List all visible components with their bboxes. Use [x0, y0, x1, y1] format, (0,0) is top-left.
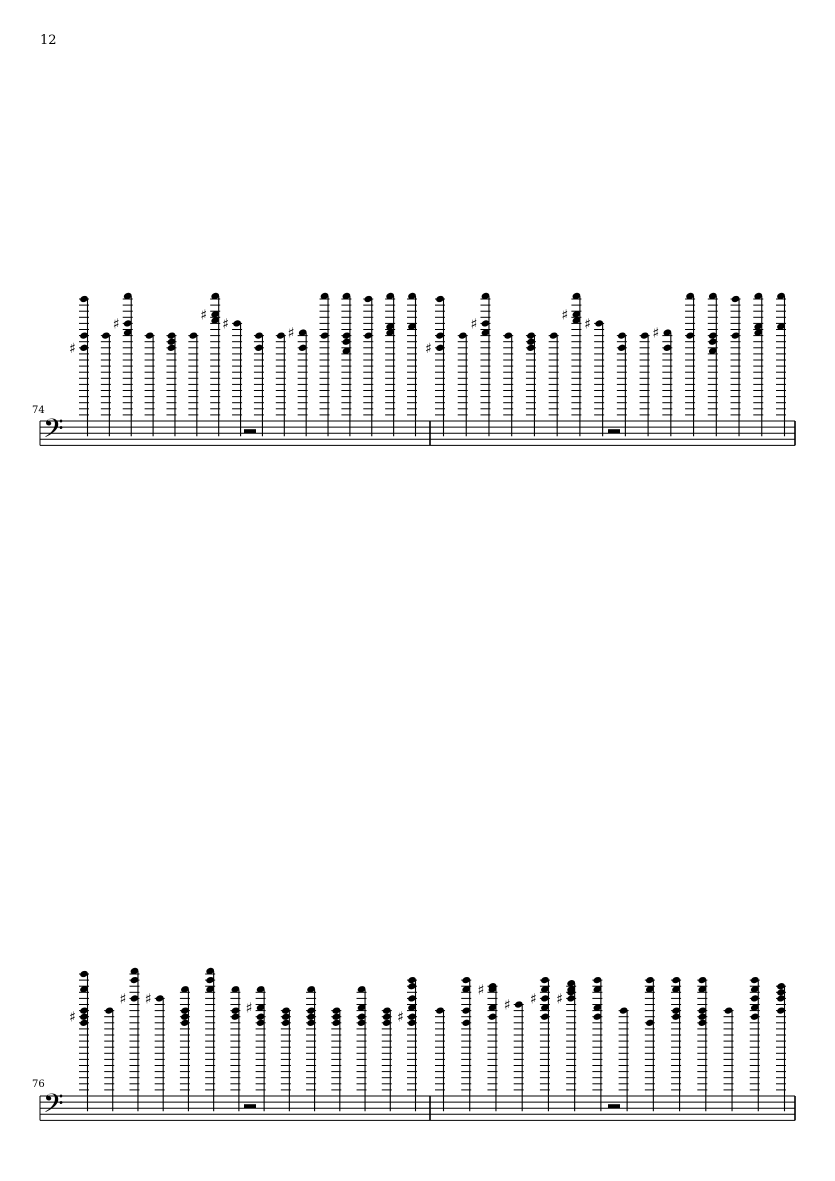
- sharp-accidental: ♯: [144, 991, 152, 1008]
- sharp-accidental: ♯: [477, 982, 485, 999]
- sharp-accidental: ♯: [119, 991, 127, 1008]
- bass-clef-icon: 𝄢: [43, 412, 64, 451]
- sharp-accidental: ♯: [69, 1009, 76, 1026]
- page-number: 12: [40, 33, 57, 48]
- sharp-accidental: ♯: [287, 325, 295, 342]
- sharp-accidental: ♯: [69, 340, 76, 357]
- measure-number: 76: [32, 1079, 45, 1090]
- sharp-accidental: ♯: [245, 1000, 253, 1017]
- sharp-accidental: ♯: [561, 307, 569, 324]
- measure-number: 74: [32, 405, 45, 416]
- rest: [608, 1104, 620, 1108]
- sharp-accidental: ♯: [652, 325, 660, 342]
- rest: [244, 1104, 256, 1108]
- bass-clef-icon: 𝄢: [43, 1087, 64, 1126]
- sharp-accidental: ♯: [425, 340, 432, 357]
- sharp-accidental: ♯: [200, 307, 207, 324]
- sharp-accidental: ♯: [397, 1009, 404, 1026]
- sharp-accidental: ♯: [556, 991, 563, 1008]
- sharp-accidental: ♯: [222, 316, 229, 333]
- sharp-accidental: ♯: [470, 316, 478, 333]
- sharp-accidental: ♯: [503, 997, 511, 1014]
- sharp-accidental: ♯: [584, 316, 591, 333]
- sharp-accidental: ♯: [112, 316, 120, 333]
- rest: [244, 429, 256, 433]
- rest: [608, 429, 620, 433]
- sharp-accidental: ♯: [529, 991, 537, 1008]
